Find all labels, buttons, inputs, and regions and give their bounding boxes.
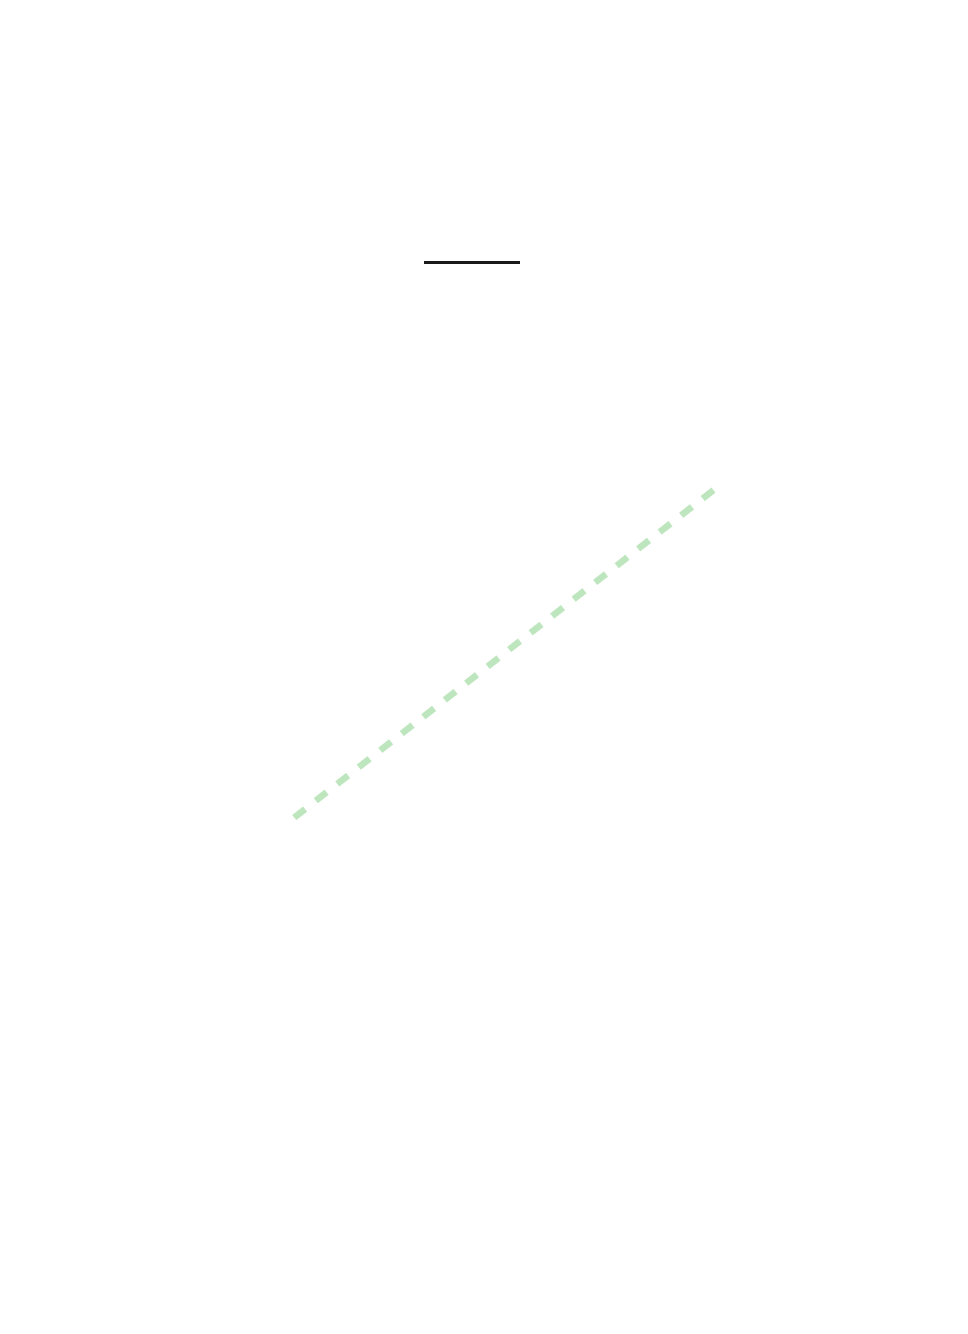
section-divider [424,261,520,264]
watermark: ▬ ▬ ▬ ▬ ▬ ▬ ▬ ▬ ▬ ▬ ▬ ▬ ▬ ▬ ▬ ▬ ▬ ▬ ▬ ▬ [286,478,723,827]
